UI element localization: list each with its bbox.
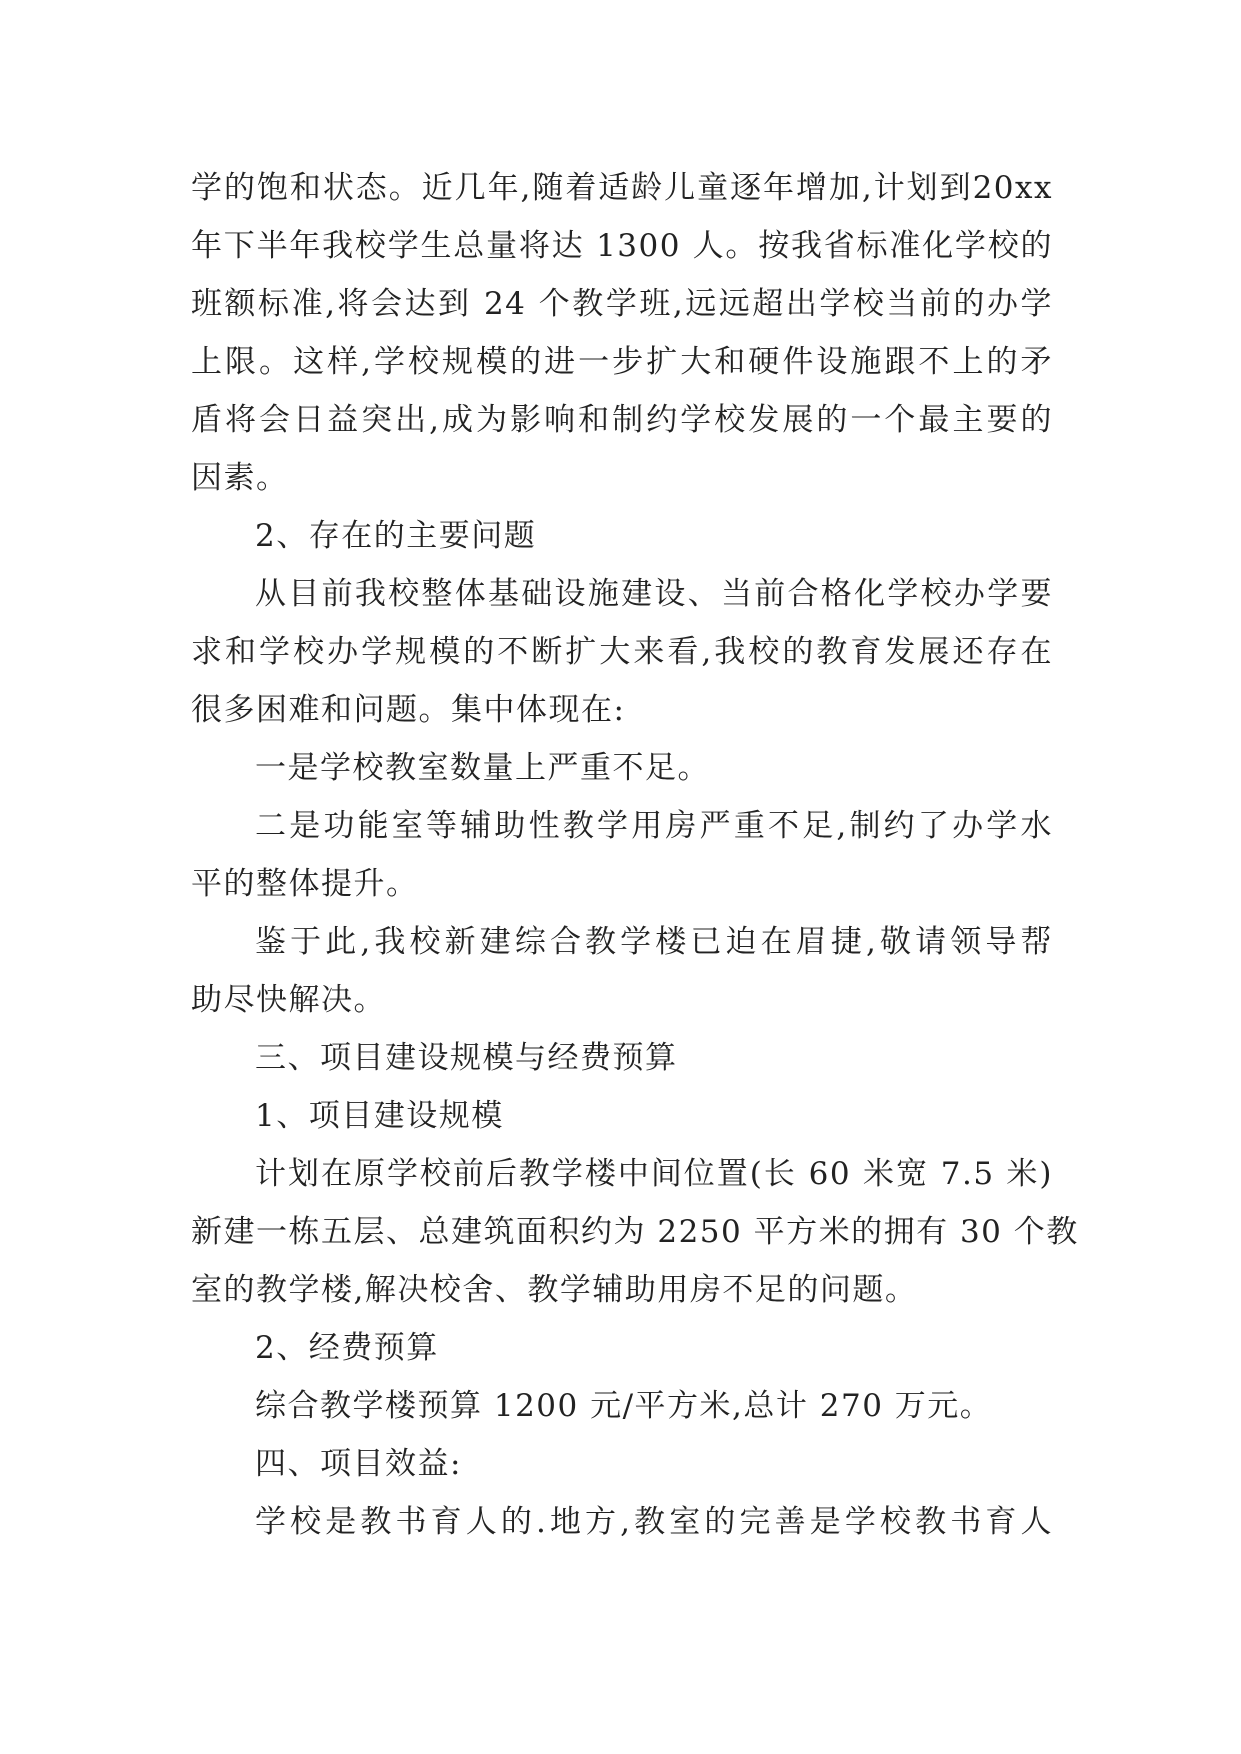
text-line: 求和学校办学规模的不断扩大来看,我校的教育发展还存在	[191, 634, 1053, 670]
text-line: 三、项目建设规模与经费预算	[255, 1040, 678, 1076]
text-line: 鉴于此,我校新建综合教学楼已迫在眉捷,敬请领导帮	[255, 924, 1053, 960]
text-line: 盾将会日益突出,成为影响和制约学校发展的一个最主要的	[191, 402, 1053, 438]
document-body	[191, 159, 1079, 1551]
text-line: 综合教学楼预算 1200 元/平方米,总计 270 万元。	[255, 1388, 993, 1424]
text-line: 新建一栋五层、总建筑面积约为 2250 平方米的拥有 30 个教	[191, 1214, 1079, 1250]
text-line: 一是学校教室数量上严重不足。	[255, 750, 710, 786]
text-line: 2、经费预算	[255, 1330, 439, 1366]
text-line: 因素。	[191, 460, 289, 496]
text-line: 年下半年我校学生总量将达 1300 人。按我省标准化学校的	[191, 228, 1053, 264]
text-line: 2、存在的主要问题	[255, 518, 537, 554]
text-line: 学的饱和状态。近几年,随着适龄儿童逐年增加,计划到20xx	[191, 170, 1053, 206]
text-line: 四、项目效益:	[255, 1446, 462, 1482]
text-line: 助尽快解决。	[191, 982, 386, 1018]
text-line: 很多困难和问题。集中体现在:	[191, 692, 626, 728]
text-line: 1、项目建设规模	[255, 1098, 504, 1134]
text-line: 学校是教书育人的.地方,教室的完善是学校教书育人	[255, 1504, 1053, 1540]
text-line: 计划在原学校前后教学楼中间位置(长 60 米宽 7.5 米)	[255, 1156, 1053, 1192]
text-line: 班额标准,将会达到 24 个教学班,远远超出学校当前的办学	[191, 286, 1053, 322]
text-line: 从目前我校整体基础设施建设、当前合格化学校办学要	[255, 576, 1053, 612]
text-line: 上限。这样,学校规模的进一步扩大和硬件设施跟不上的矛	[191, 344, 1053, 380]
text-line: 室的教学楼,解决校舍、教学辅助用房不足的问题。	[191, 1272, 918, 1308]
text-line: 平的整体提升。	[191, 866, 419, 902]
text-line: 二是功能室等辅助性教学用房严重不足,制约了办学水	[255, 808, 1053, 844]
